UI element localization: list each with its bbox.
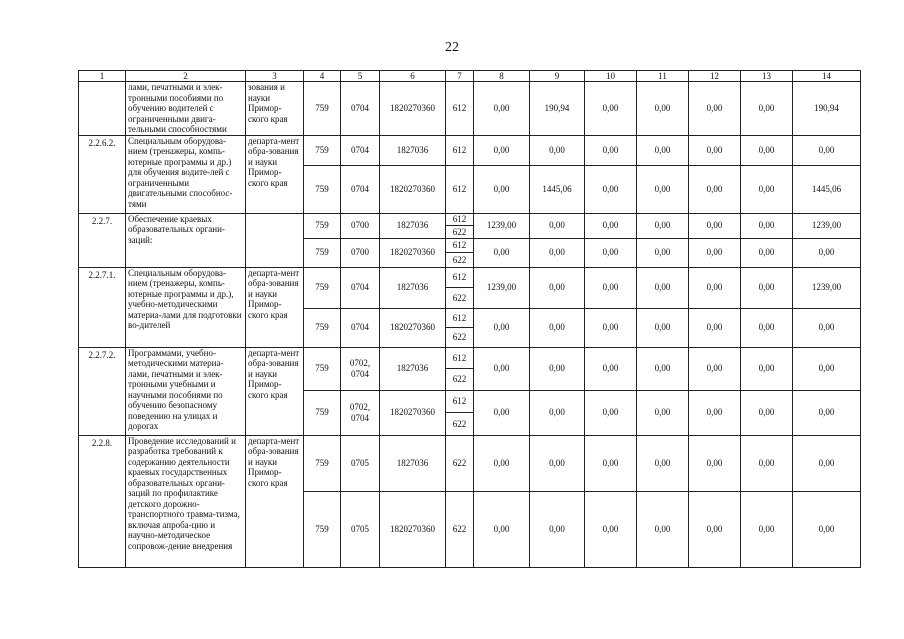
split-cell: 622 (446, 225, 473, 238)
cell: 1820270360 (380, 165, 446, 213)
cell: 0,00 (741, 267, 793, 308)
cell: 0,00 (637, 390, 689, 435)
cell: 0,00 (530, 308, 585, 347)
cell: 0,00 (741, 238, 793, 267)
row-name: Обеспечение краевых образовательных органи-заций: (126, 213, 246, 267)
cell: 0,00 (741, 390, 793, 435)
cell: 759 (304, 491, 341, 567)
cell: 759 (304, 267, 341, 308)
cell: 0,00 (689, 491, 741, 567)
cell: 0,00 (793, 435, 861, 491)
col-header: 4 (304, 71, 341, 82)
row-name: Специальным оборудова-нием (тренажеры, компь-ютерные программы и др.), учебно-методическими материа-лами для подготовки во-дителей (126, 267, 246, 347)
row-number (79, 82, 126, 136)
col-header: 12 (689, 71, 741, 82)
cell: 0,00 (585, 213, 637, 238)
cell: 0,00 (637, 491, 689, 567)
cell: 1827036 (380, 347, 446, 390)
cell: 0,00 (474, 165, 530, 213)
cell: 0704 (341, 135, 380, 165)
col-header: 5 (341, 71, 380, 82)
cell: 0,00 (741, 308, 793, 347)
table-row (79, 135, 861, 165)
header-row (79, 71, 861, 82)
col-header: 7 (446, 71, 474, 82)
cell: 0,00 (474, 238, 530, 267)
row-number: 2.2.8. (79, 435, 126, 567)
row-dept: зования и науки Примор-ского края (246, 82, 304, 136)
cell: 0,00 (637, 267, 689, 308)
col-header: 13 (741, 71, 793, 82)
cell: 0,00 (689, 390, 741, 435)
cell (446, 267, 474, 308)
cell: 1239,00 (474, 267, 530, 308)
split-cell: 612 (452, 240, 467, 250)
table-row (79, 213, 861, 238)
split-cell: 622 (446, 412, 473, 435)
row-dept (246, 213, 304, 267)
cell: 0,00 (585, 435, 637, 491)
cell: 1820270360 (380, 238, 446, 267)
col-header: 14 (793, 71, 861, 82)
cell: 190,94 (793, 82, 861, 136)
cell: 0,00 (689, 165, 741, 213)
split-cell: 612 (452, 312, 467, 323)
cell: 0,00 (793, 238, 861, 267)
col-header: 10 (585, 71, 637, 82)
cell: 0,00 (474, 135, 530, 165)
cell: 759 (304, 82, 341, 136)
cell: 0,00 (741, 82, 793, 136)
cell: 0704 (341, 82, 380, 136)
cell: 612 (446, 135, 474, 165)
cell: 0,00 (689, 308, 741, 347)
cell: 0,00 (474, 435, 530, 491)
cell: 0,00 (741, 491, 793, 567)
row-number: 2.2.7.2. (79, 347, 126, 435)
cell: 0705 (341, 491, 380, 567)
table-row (79, 267, 861, 308)
cell: 0,00 (585, 308, 637, 347)
cell: 0,00 (637, 213, 689, 238)
cell: 622 (446, 435, 474, 491)
cell: 622 (446, 491, 474, 567)
cell: 0,00 (585, 165, 637, 213)
cell: 612 (446, 165, 474, 213)
cell: 1827036 (380, 135, 446, 165)
cell: 0,00 (637, 165, 689, 213)
cell: 0,00 (793, 347, 861, 390)
split-cell: 612 (452, 214, 467, 224)
cell: 0,00 (474, 390, 530, 435)
cell: 1827036 (380, 213, 446, 238)
table-row (79, 435, 861, 491)
cell: 1445,06 (793, 165, 861, 213)
cell: 1820270360 (380, 390, 446, 435)
cell: 0,00 (689, 435, 741, 491)
cell: 1239,00 (793, 213, 861, 238)
cell: 1827036 (380, 435, 446, 491)
cell: 0,00 (585, 390, 637, 435)
cell: 0,00 (637, 238, 689, 267)
cell: 0,00 (585, 491, 637, 567)
row-dept: департа-мент обра-зования и науки Примор-ского края (246, 267, 304, 347)
cell: 0700 (341, 238, 380, 267)
cell: 1239,00 (474, 213, 530, 238)
cell: 759 (304, 390, 341, 435)
cell: 1820270360 (380, 308, 446, 347)
cell: 1820270360 (380, 491, 446, 567)
row-name: лами, печатными и элек-тронными пособиями по обучению водителей с ограниченными двига-тельными способностями (126, 82, 246, 136)
cell: 0,00 (689, 267, 741, 308)
cell: 0,00 (637, 435, 689, 491)
col-header: 9 (530, 71, 585, 82)
row-name: Проведение исследований и разработка требований к содержанию деятельности краевых государственных образовательных органи-заций по профилактике детского дорожно-транспортного травма-тизма, включая апроба-цию и научно-методическое сопровож-дение внедрения (126, 435, 246, 567)
cell: 0,00 (530, 238, 585, 267)
cell: 0705 (341, 435, 380, 491)
cell: 759 (304, 435, 341, 491)
cell: 0,00 (530, 491, 585, 567)
col-header: 8 (474, 71, 530, 82)
cell: 759 (304, 238, 341, 267)
cell: 0,00 (585, 238, 637, 267)
cell: 0,00 (637, 82, 689, 136)
cell: 759 (304, 308, 341, 347)
cell: 0,00 (474, 82, 530, 136)
col-header: 3 (246, 71, 304, 82)
split-cell: 622 (446, 252, 473, 267)
cell: 0704 (341, 165, 380, 213)
cell (446, 390, 474, 435)
cell: 0,00 (474, 347, 530, 390)
cell: 0,00 (689, 135, 741, 165)
cell: 190,94 (530, 82, 585, 136)
split-cell: 622 (446, 287, 473, 308)
row-number: 2.2.7.1. (79, 267, 126, 347)
cell: 759 (304, 347, 341, 390)
col-header: 2 (126, 71, 246, 82)
row-dept: департа-мент обра-зования и науки Примор-ского края (246, 347, 304, 435)
cell: 0,00 (637, 308, 689, 347)
cell: 0,00 (637, 135, 689, 165)
cell: 0,00 (741, 347, 793, 390)
row-dept: департа-мент обра-зования и науки Примор-ского края (246, 435, 304, 567)
cell: 0704 (341, 267, 380, 308)
cell: 0,00 (689, 347, 741, 390)
row-number: 2.2.6.2. (79, 135, 126, 213)
cell: 759 (304, 135, 341, 165)
split-cell: 612 (452, 352, 467, 363)
split-cell: 612 (452, 272, 467, 282)
cell: 0,00 (793, 135, 861, 165)
row-number: 2.2.7. (79, 213, 126, 267)
cell: 0,00 (689, 238, 741, 267)
cell: 0,00 (585, 135, 637, 165)
row-name: Программами, учебно-методическими материа-лами, печатными и элек-тронными учебными и научными пособиями по обучению безопасному поведению на улицах и дорогах (126, 347, 246, 435)
cell: 0,00 (585, 267, 637, 308)
cell: 0,00 (530, 135, 585, 165)
cell: 0,00 (793, 491, 861, 567)
cell (446, 213, 474, 238)
cell: 0,00 (530, 390, 585, 435)
cell: 0,00 (793, 308, 861, 347)
cell: 0702, 0704 (341, 390, 380, 435)
cell: 0,00 (474, 491, 530, 567)
cell: 0,00 (585, 82, 637, 136)
row-dept: департа-мент обра-зования и науки Примор-ского края (246, 135, 304, 213)
cell: 0,00 (530, 267, 585, 308)
cell: 0,00 (741, 213, 793, 238)
cell: 0704 (341, 308, 380, 347)
col-header: 11 (637, 71, 689, 82)
cell: 1827036 (380, 267, 446, 308)
cell: 0,00 (741, 165, 793, 213)
cell (446, 347, 474, 390)
cell: 0702, 0704 (341, 347, 380, 390)
cell: 0,00 (585, 347, 637, 390)
cell: 759 (304, 165, 341, 213)
cell: 0,00 (689, 213, 741, 238)
split-cell: 612 (452, 396, 467, 406)
cell (446, 238, 474, 267)
cell (446, 308, 474, 347)
cell: 0,00 (530, 347, 585, 390)
cell: 0,00 (741, 435, 793, 491)
cell: 0700 (341, 213, 380, 238)
cell: 1820270360 (380, 82, 446, 136)
cell: 1445,06 (530, 165, 585, 213)
cell: 0,00 (637, 347, 689, 390)
split-cell: 622 (446, 368, 473, 390)
split-cell: 622 (446, 327, 473, 347)
cell: 1239,00 (793, 267, 861, 308)
row-name: Специальным оборудова-нием (тренажеры, компь-ютерные программы и др.) для обучения водите-лей с ограниченными двигательными способнос-тями (126, 135, 246, 213)
cell: 612 (446, 82, 474, 136)
cell: 0,00 (530, 435, 585, 491)
cell: 0,00 (530, 213, 585, 238)
budget-table (78, 70, 861, 568)
cell: 0,00 (474, 308, 530, 347)
col-header: 6 (380, 71, 446, 82)
table-row (79, 82, 861, 136)
cell: 0,00 (741, 135, 793, 165)
cell: 759 (304, 213, 341, 238)
page-number: 22 (445, 40, 459, 55)
table-row (79, 347, 861, 390)
cell: 0,00 (793, 390, 861, 435)
col-header: 1 (79, 71, 126, 82)
cell: 0,00 (689, 82, 741, 136)
